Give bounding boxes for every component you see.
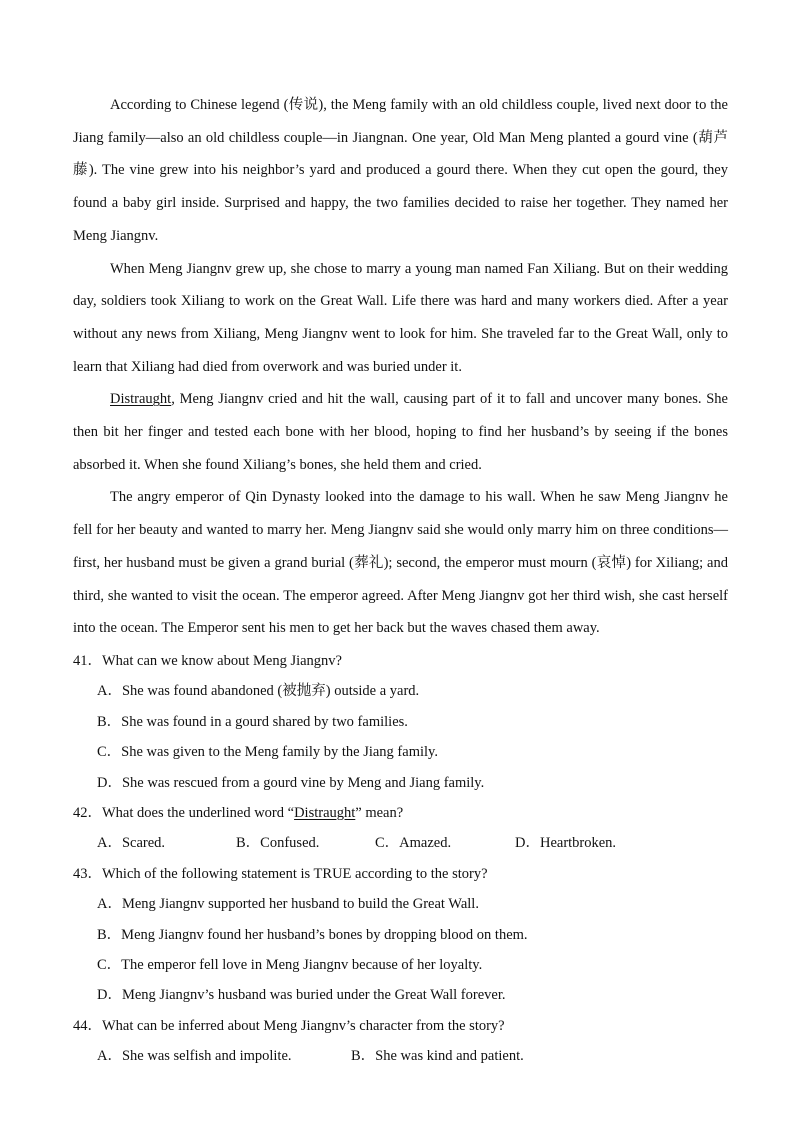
- passage-paragraph-2: When Meng Jiangnv grew up, she chose to marry a young man named Fan Xiliang. But on their wedding day, soldiers took Xiliang to work on the Great Wall. Life there was hard and many workers died. After a year without any news from Xiliang, Meng Jiangnv went to look for him. She traveled far to the Great Wall, only to learn that Xiliang had died from overwork and was buried under it.: [73, 260, 728, 375]
- option-b: B．Meng Jiangnv found her husband’s bones by dropping blood on them.: [97, 926, 528, 943]
- option-b: B．She was found in a gourd shared by two families.: [97, 713, 408, 730]
- question-stem: 41．What can we know about Meng Jiangnv?: [73, 652, 342, 669]
- options-row: [73, 1041, 728, 1071]
- stem-prefix: 42．What does the underlined word “: [73, 804, 295, 821]
- question-44: [73, 1011, 728, 1072]
- question-stem: 44．What can be inferred about Meng Jiangnv’s character from the story?: [73, 1017, 505, 1034]
- option-c: C．Amazed.: [375, 835, 452, 852]
- stem-suffix: ” mean?: [355, 804, 404, 821]
- passage-paragraph-1: According to Chinese legend (传说), the Meng family with an old childless couple, lived next door to the Jiang family—also an old childless couple—in Jiangnan. One year, Old Man Meng planted a gourd vine (葫芦藤). The vine grew into his neighbor’s yard and produced a gourd there. When they cut open the gourd, they found a baby girl inside. Surprised and happy, the two families decided to raise her together. They named her Meng Jiangnv.: [73, 97, 728, 244]
- exam-page: [73, 89, 728, 1072]
- passage-paragraph-4: The angry emperor of Qin Dynasty looked into the damage to his wall. When he saw Meng Jiangnv he fell for her beauty and wanted to marry her. Meng Jiangnv said she would only marry him on three conditions—first, her husband must be given a grand burial (葬礼); second, the emperor must mourn (哀悼) for Xiliang; and third, she wanted to visit the ocean. The emperor agreed. After Meng Jiangnv got her third wish, she cast herself into the ocean. The Emperor sent his men to get her back but the waves chased them away.: [73, 489, 728, 637]
- option-d: D．She was rescued from a gourd vine by Meng and Jiang family.: [97, 774, 485, 791]
- question-43: [73, 859, 728, 1011]
- underlined-word: Distraught: [294, 804, 356, 821]
- option-d: D．Heartbroken.: [515, 835, 617, 852]
- underlined-word: Distraught: [110, 391, 172, 408]
- option-a: A．She was found abandoned (被抛弃) outside a yard.: [97, 683, 420, 700]
- option-a: A．She was selfish and impolite.: [97, 1048, 292, 1065]
- option-d: D．Meng Jiangnv’s husband was buried under the Great Wall forever.: [97, 987, 506, 1004]
- question-42: [73, 798, 728, 859]
- option-b: B．Confused.: [236, 835, 320, 852]
- passage-paragraph-3: [73, 383, 728, 481]
- option-a: A．Scared.: [97, 835, 166, 852]
- question-stem: 43．Which of the following statement is TRUE according to the story?: [73, 865, 488, 882]
- options-row: [73, 828, 728, 858]
- option-a: A．Meng Jiangnv supported her husband to build the Great Wall.: [97, 896, 479, 913]
- question-41: [73, 646, 728, 798]
- question-stem: [73, 798, 728, 828]
- option-b: B．She was kind and patient.: [351, 1048, 524, 1065]
- option-c: C．The emperor fell love in Meng Jiangnv because of her loyalty.: [97, 957, 483, 974]
- option-c: C．She was given to the Meng family by the Jiang family.: [97, 744, 438, 761]
- paragraph-3-text: , Meng Jiangnv cried and hit the wall, causing part of it to fall and uncover many bones. She then bit her finger and tested each bone with her blood, hoping to find her husband’s by seeing if the bones absorbed it. When she found Xiliang’s bones, she held them and cried.: [73, 391, 728, 473]
